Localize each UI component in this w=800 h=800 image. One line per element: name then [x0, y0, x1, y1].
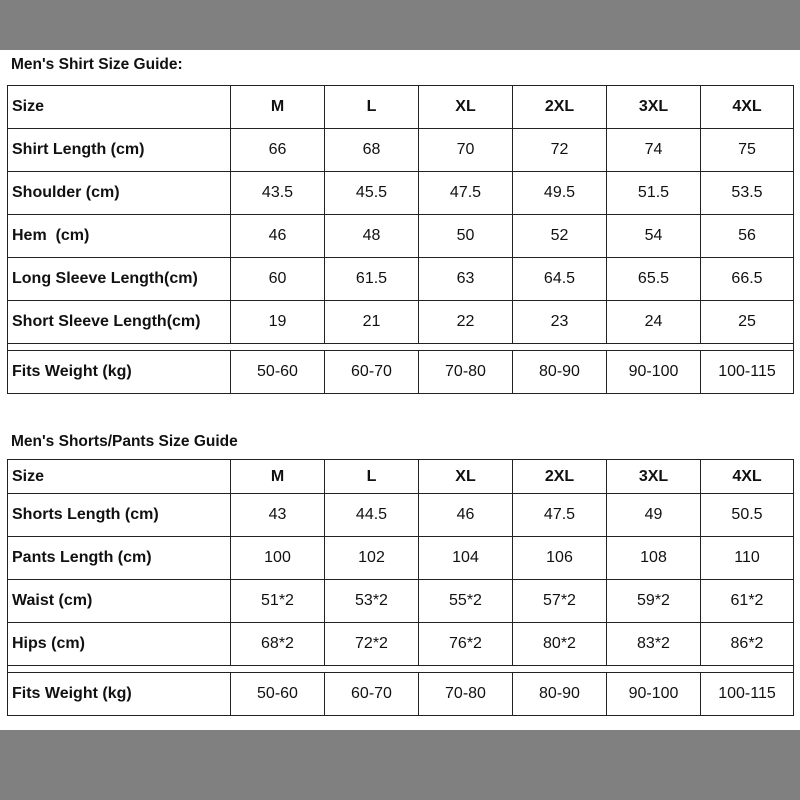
header-cell: 2XL — [513, 460, 607, 494]
table-cell: 49 — [607, 494, 701, 537]
table-cell: 45.5 — [325, 172, 419, 215]
table-cell: 25 — [701, 301, 794, 344]
table-cell: 80-90 — [513, 673, 607, 716]
table-cell: 53.5 — [701, 172, 794, 215]
spacer-row — [8, 344, 794, 351]
pants-guide-title: Men's Shorts/Pants Size Guide — [11, 433, 238, 450]
row-label: Shoulder (cm) — [8, 172, 231, 215]
header-cell: 3XL — [607, 460, 701, 494]
table-cell: 19 — [231, 301, 325, 344]
table-cell: 46 — [419, 494, 513, 537]
table-cell: 50-60 — [231, 351, 325, 394]
table-cell: 60 — [231, 258, 325, 301]
table-cell: 80-90 — [513, 351, 607, 394]
weight-row — [8, 351, 794, 394]
table-cell: 68*2 — [231, 623, 325, 666]
table-cell: 90-100 — [607, 351, 701, 394]
table-cell: 61.5 — [325, 258, 419, 301]
table-cell: 51.5 — [607, 172, 701, 215]
header-cell: M — [231, 460, 325, 494]
row-label: Hem (cm) — [8, 215, 231, 258]
bottom-gray-band — [0, 730, 800, 800]
table-cell: 72*2 — [325, 623, 419, 666]
spacer-row — [8, 666, 794, 673]
table-cell: 56 — [701, 215, 794, 258]
header-cell: L — [325, 86, 419, 129]
table-cell: 100-115 — [701, 351, 794, 394]
table-cell: 75 — [701, 129, 794, 172]
table-cell: 50 — [419, 215, 513, 258]
table-cell: 24 — [607, 301, 701, 344]
table-cell: 23 — [513, 301, 607, 344]
table-cell: 49.5 — [513, 172, 607, 215]
row-label: Hips (cm) — [8, 623, 231, 666]
table-cell: 70-80 — [419, 673, 513, 716]
row-label: Fits Weight (kg) — [8, 351, 231, 394]
table-row — [8, 580, 794, 623]
table-header-row — [8, 460, 794, 494]
table-cell: 22 — [419, 301, 513, 344]
table-row — [8, 129, 794, 172]
table-cell: 57*2 — [513, 580, 607, 623]
row-label: Short Sleeve Length(cm) — [8, 301, 231, 344]
shirt-guide-title: Men's Shirt Size Guide: — [11, 56, 183, 73]
table-row — [8, 172, 794, 215]
table-cell: 48 — [325, 215, 419, 258]
header-cell: 2XL — [513, 86, 607, 129]
table-cell: 47.5 — [513, 494, 607, 537]
table-cell: 90-100 — [607, 673, 701, 716]
table-cell: 80*2 — [513, 623, 607, 666]
table-cell: 66 — [231, 129, 325, 172]
table-cell: 60-70 — [325, 351, 419, 394]
table-cell: 51*2 — [231, 580, 325, 623]
table-cell: 102 — [325, 537, 419, 580]
table-cell: 100-115 — [701, 673, 794, 716]
spacer-cell — [8, 344, 794, 351]
header-cell: XL — [419, 460, 513, 494]
table-row — [8, 494, 794, 537]
table-header-row — [8, 86, 794, 129]
table-row — [8, 215, 794, 258]
table-cell: 104 — [419, 537, 513, 580]
spacer-cell — [8, 666, 794, 673]
row-label: Fits Weight (kg) — [8, 673, 231, 716]
table-cell: 106 — [513, 537, 607, 580]
row-label: Shirt Length (cm) — [8, 129, 231, 172]
pants-size-table — [7, 459, 794, 716]
table-cell: 53*2 — [325, 580, 419, 623]
header-cell: Size — [8, 460, 231, 494]
header-cell: M — [231, 86, 325, 129]
header-cell: Size — [8, 86, 231, 129]
table-cell: 110 — [701, 537, 794, 580]
header-cell: 3XL — [607, 86, 701, 129]
table-cell: 59*2 — [607, 580, 701, 623]
table-cell: 52 — [513, 215, 607, 258]
row-label: Waist (cm) — [8, 580, 231, 623]
table-row — [8, 537, 794, 580]
table-cell: 54 — [607, 215, 701, 258]
header-cell: XL — [419, 86, 513, 129]
table-cell: 60-70 — [325, 673, 419, 716]
table-cell: 83*2 — [607, 623, 701, 666]
table-cell: 65.5 — [607, 258, 701, 301]
table-cell: 63 — [419, 258, 513, 301]
table-cell: 50.5 — [701, 494, 794, 537]
table-cell: 74 — [607, 129, 701, 172]
table-row — [8, 301, 794, 344]
header-cell: 4XL — [701, 86, 794, 129]
table-cell: 68 — [325, 129, 419, 172]
table-cell: 43 — [231, 494, 325, 537]
table-row — [8, 258, 794, 301]
header-cell: 4XL — [701, 460, 794, 494]
shirt-size-table — [7, 85, 794, 394]
table-cell: 70 — [419, 129, 513, 172]
row-label: Shorts Length (cm) — [8, 494, 231, 537]
top-gray-band — [0, 0, 800, 50]
table-cell: 66.5 — [701, 258, 794, 301]
table-cell: 86*2 — [701, 623, 794, 666]
table-cell: 46 — [231, 215, 325, 258]
table-cell: 100 — [231, 537, 325, 580]
row-label: Long Sleeve Length(cm) — [8, 258, 231, 301]
table-row — [8, 623, 794, 666]
table-cell: 64.5 — [513, 258, 607, 301]
row-label: Pants Length (cm) — [8, 537, 231, 580]
table-cell: 44.5 — [325, 494, 419, 537]
table-cell: 108 — [607, 537, 701, 580]
table-cell: 76*2 — [419, 623, 513, 666]
table-cell: 72 — [513, 129, 607, 172]
header-cell: L — [325, 460, 419, 494]
table-cell: 21 — [325, 301, 419, 344]
table-cell: 47.5 — [419, 172, 513, 215]
weight-row — [8, 673, 794, 716]
table-cell: 50-60 — [231, 673, 325, 716]
table-cell: 70-80 — [419, 351, 513, 394]
table-cell: 61*2 — [701, 580, 794, 623]
table-cell: 55*2 — [419, 580, 513, 623]
table-cell: 43.5 — [231, 172, 325, 215]
